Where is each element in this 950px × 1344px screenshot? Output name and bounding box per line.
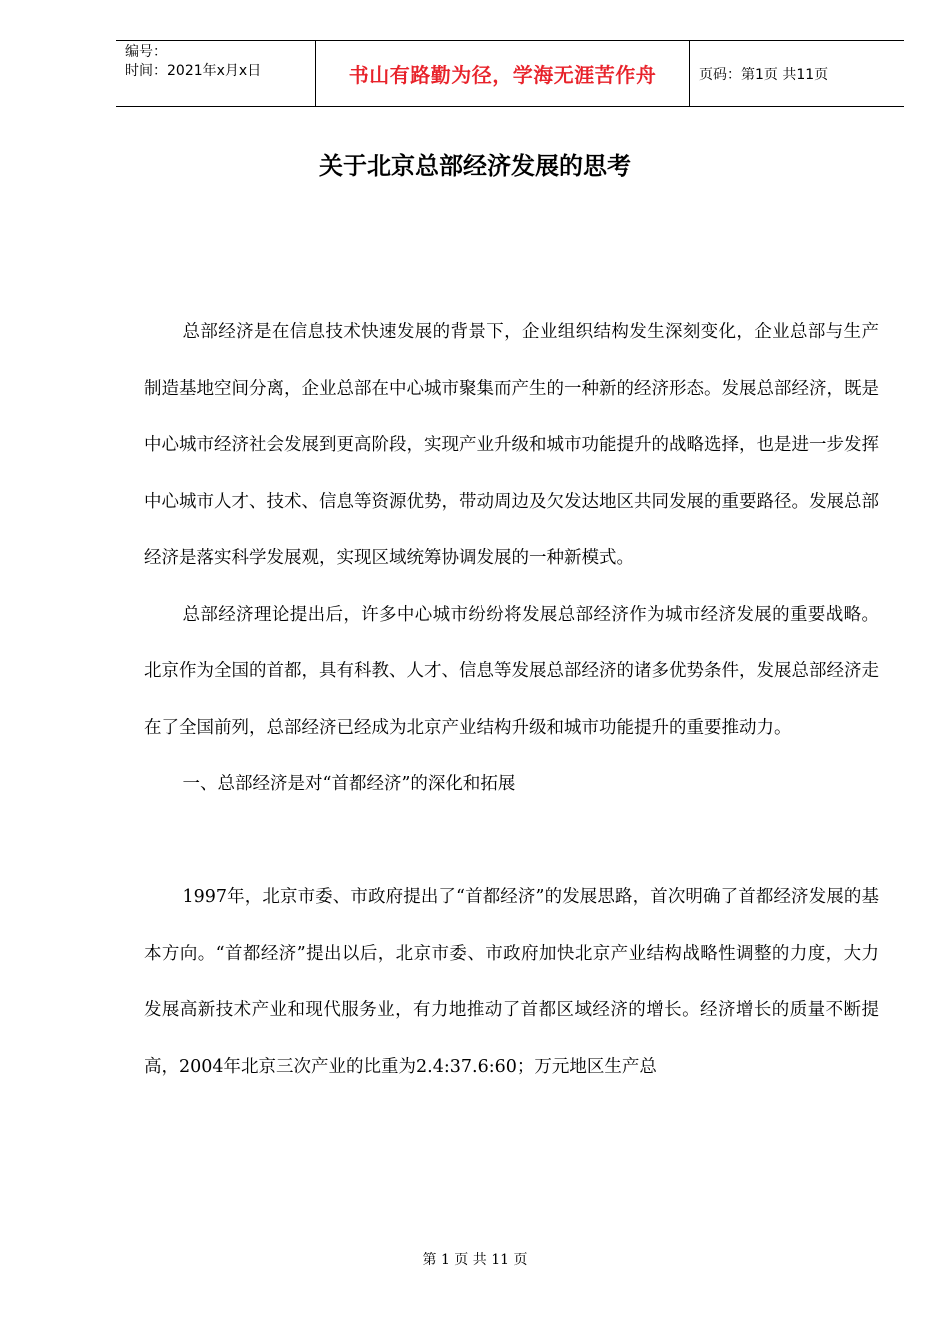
- page-info: 页码：第1页 共11页: [699, 66, 829, 83]
- paragraph-3: 1997年，北京市委、市政府提出了“首都经济”的发展思路，首次明确了首都经济发展的基本方向。“首都经济”提出以后，北京市委、市政府加快北京产业结构战略性调整的力度，大力发展高新技术产业和现代服务业，有力地推动了首都区域经济的增长。经济增长的质量不断提高，2004年北京三次产业的比重为2.4:37.6:60；万元地区生产总: [144, 887, 879, 1077]
- header-motto-cell: [316, 41, 690, 106]
- code-label: 编号：: [125, 44, 167, 60]
- document-title: 关于北京总部经济发展的思考: [319, 152, 631, 180]
- page-footer: 第 1 页 共 11 页: [422, 1252, 528, 1268]
- document-body: [144, 304, 879, 1095]
- motto-text: 书山有路勤为径，学海无涯苦作舟: [348, 63, 657, 87]
- paragraph-2: 总部经济理论提出后，许多中心城市纷纷将发展总部经济作为城市经济发展的重要战略。北京作为全国的首都，具有科教、人才、信息等发展总部经济的诸多优势条件，发展总部经济走在了全国前列，总部经济已经成为北京产业结构升级和城市功能提升的重要推动力。: [144, 604, 879, 738]
- header-table: [116, 40, 904, 107]
- header-meta-cell: [116, 41, 316, 106]
- paragraph-1: 总部经济是在信息技术快速发展的背景下，企业组织结构发生深刻变化，企业总部与生产制造基地空间分离，企业总部在中心城市聚集而产生的一种新的经济形态。发展总部经济，既是中心城市经济社会发展到更高阶段，实现产业升级和城市功能提升的战略选择，也是进一步发挥中心城市人才、技术、信息等资源优势，带动周边及欠发达地区共同发展的重要路径。发展总部经济是落实科学发展观，实现区域统筹协调发展的一种新模式。: [144, 322, 879, 568]
- header-page-cell: [690, 41, 904, 106]
- section-heading-1: 一、总部经济是对“首都经济”的深化和拓展: [182, 774, 516, 794]
- date-label: 时间：2021年x月x日: [125, 63, 262, 79]
